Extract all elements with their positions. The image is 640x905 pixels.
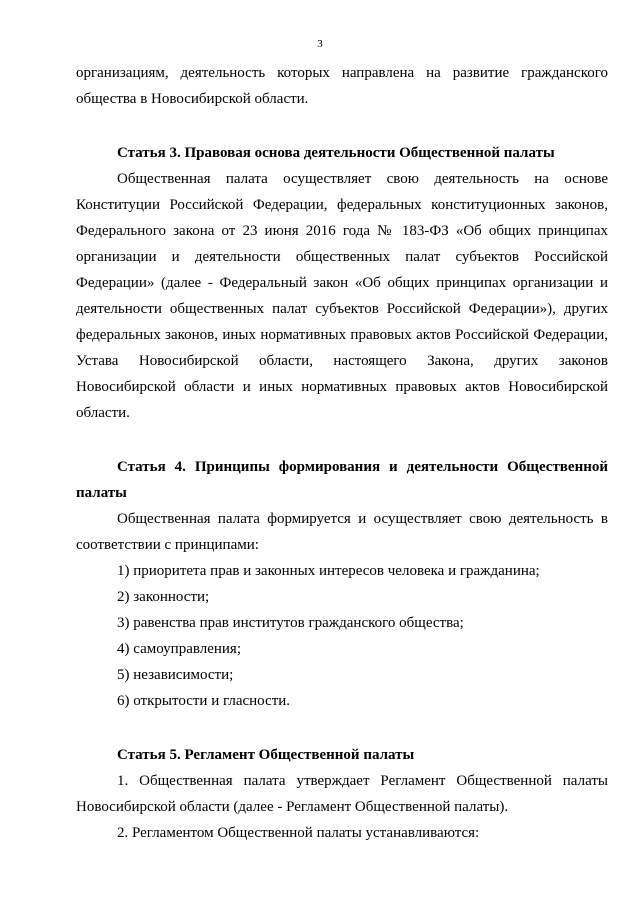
article-4-paragraph: Общественная палата формируется и осуществляет свою деятельность в соответствии с принципами: — [76, 511, 608, 553]
document-body — [76, 60, 608, 846]
intro-continuation: организациям, деятельность которых направлена на развитие гражданского общества в Новосибирской области. — [76, 65, 608, 107]
principle-item: 2) законности; — [117, 589, 210, 605]
principle-item: 6) открытости и гласности. — [117, 693, 291, 709]
article-4-heading: Статья 4. Принципы формирования и деятельности Общественной палаты — [76, 459, 608, 501]
principle-item: 3) равенства прав институтов гражданского общества; — [117, 615, 464, 631]
principle-item: 1) приоритета прав и законных интересов человека и гражданина; — [117, 563, 540, 579]
principle-item: 5) независимости; — [117, 667, 234, 683]
principle-item: 4) самоуправления; — [117, 641, 241, 657]
article-5 — [76, 742, 608, 846]
article-3-paragraph: Общественная палата осуществляет свою деятельность на основе Конституции Российской Федерации, федеральных конституционных законов, Федерального закона от 23 июня 2016 года № 183-ФЗ «Об общих принципах организации и деятельности общественных палат субъектов Российской Федерации» (далее - Федеральный закон «Об общих принципах организации и деятельности общественных палат субъектов Российской Федерации»), других федеральных законов, иных нормативных правовых актов Российской Федерации, Устава Новосибирской области, настоящего Закона, других законов Новосибирской области и иных нормативных правовых актов Новосибирской области. — [76, 171, 608, 421]
article-3-heading: Статья 3. Правовая основа деятельности Общественной палаты — [117, 145, 555, 161]
article-5-paragraph-2: 2. Регламентом Общественной палаты устанавливаются: — [117, 825, 480, 841]
article-5-paragraph-1: 1. Общественная палата утверждает Регламент Общественной палаты Новосибирской области (далее - Регламент Общественной палаты). — [76, 773, 608, 815]
article-4 — [76, 454, 608, 714]
page-number: 3 — [317, 38, 323, 50]
article-5-heading: Статья 5. Регламент Общественной палаты — [117, 747, 415, 763]
article-3 — [76, 140, 608, 426]
